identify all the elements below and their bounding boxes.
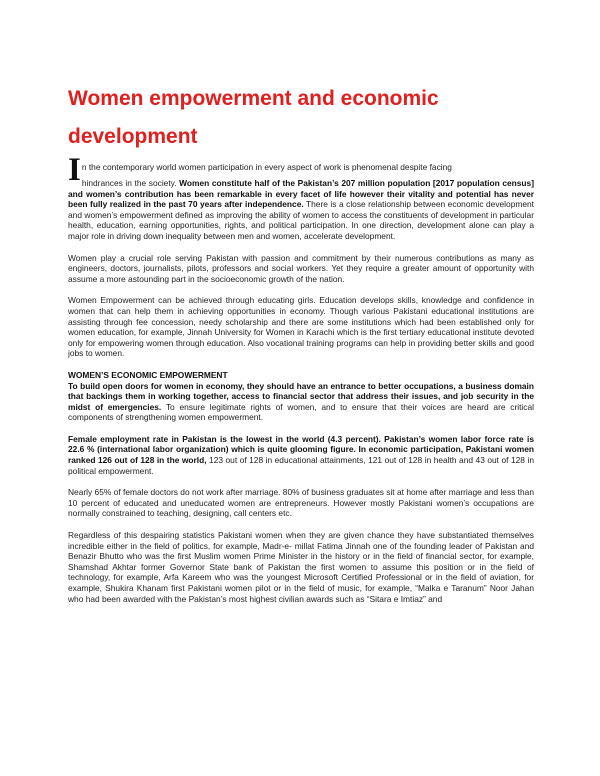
economy-rest: To ensure legitimate rights of women, and to ensure that their voices are heard are critical components of strengthening women empowerment. [68, 401, 534, 423]
title-line-2: development [68, 125, 198, 148]
title-line-1: Women empowerment and economic [68, 87, 439, 110]
paragraph-employment [68, 434, 534, 476]
paragraph-education: Women Empowerment can be achieved through educating girls. Education develops skills, knowledge and confidence in women that can help them in achieving opportunities in economy. Though various Pakistani educational institutions are assisting through fee concession, needy scholarship and there are some institutions which had been established only for women education, for example, Jinnah University for Women in Karachi which is the first tertiary educational institute devoted only for empowering women through education. Also vocational training programs can help in providing better skills and good jobs to women. [68, 295, 534, 359]
spacer [68, 284, 534, 295]
spacer [68, 423, 534, 434]
document-page [68, 80, 534, 604]
intro-first-line: n the contemporary world women participation in every aspect of work is phenomenal despite facing [81, 162, 452, 172]
intro-paragraph [68, 152, 534, 242]
paragraph-economy [68, 381, 534, 423]
employment-rest: 123 out of 128 in educational attainments, 121 out of 128 in health and 43 out of 128 in political empowerment. [68, 455, 534, 476]
drop-cap: I [68, 152, 81, 188]
employment-bold-text: Female employment rate in Pakistan is the lowest in the world (4.3 percent). Pakistan’s women labor force rate is 22.6 % (international labor organization) which is quite glooming figure. In economic participation, Pakistani women ranked 126 out of 128 in the world, [68, 433, 534, 466]
section-heading: WOMEN’S ECONOMIC EMPOWERMENT [68, 369, 228, 380]
spacer [68, 242, 534, 253]
economy-bold-text: To build open doors for women in economy, they should have an entrance to better occupations, a business domain that backings them in working together, access to financial sector that address their issues, and job security in the midst of emergencies. [68, 380, 534, 412]
spacer [68, 476, 534, 487]
paragraph-achievements: Regardless of this despairing statistics Pakistani women when they are given chance they have substantiated themselves incredible either in the field of politics, for example, Madr-e- millat Fatima Jinnah one of the founding leader of Pakistan and Benazir Bhutto who was the first Muslim women Prime Minister in the history or in the field of financial sector, for example, Shamshad Akhtar former Governor State bank of Pakistan the first women to assume this position or in the field of technology, for example, Arfa Kareem who was the youngest Microsoft Certified Professional or in the field of aviation, for example, Shukira Khanam first Pakistani women pilot or in the field of music, for example, “Malka e Taranum” Noor Jahan who had been awarded with the Pakistan’s most highest civilian awards such as “Sitara e Imtiaz” and [68, 530, 534, 604]
paragraph-statistics: Nearly 65% of female doctors do not work after marriage. 80% of business graduates sit at home after marriage and less than 10 percent of educated and uneducated women are entrepreneurs. However mostly Pakistani women’s occupations are normally constrained to teaching, designing, call centers etc. [68, 487, 534, 519]
article-title [68, 80, 534, 156]
paragraph-roles: Women play a crucial role serving Pakistan with passion and commitment by their numerous contributions as many as engineers, doctors, journalists, pilots, professors and social workers. Yet they require a greater amount of opportunity with assume a more astounding part in the socioeconomic growth of the nation. [68, 252, 534, 284]
intro-bold-text: Women constitute half of the Pakistan’s 207 million population [2017 population census] and women’s contribution has been remarkable in every facet of life however their vitality and potential has never been fully realized in the past 70 years after independence. [68, 178, 534, 210]
intro-rest: There is a close relationship between economic development and women’s empowerment defined as improving the ability of women to access the constituents of development in particular health, education, earning opportunities, rights, and political participation. In one direction, development alone can play a major role in driving down inequality between men and women, accelerate development. [68, 199, 534, 241]
spacer [68, 359, 534, 370]
spacer [68, 519, 534, 530]
intro-continuation: hindrances in the society. [81, 178, 180, 188]
